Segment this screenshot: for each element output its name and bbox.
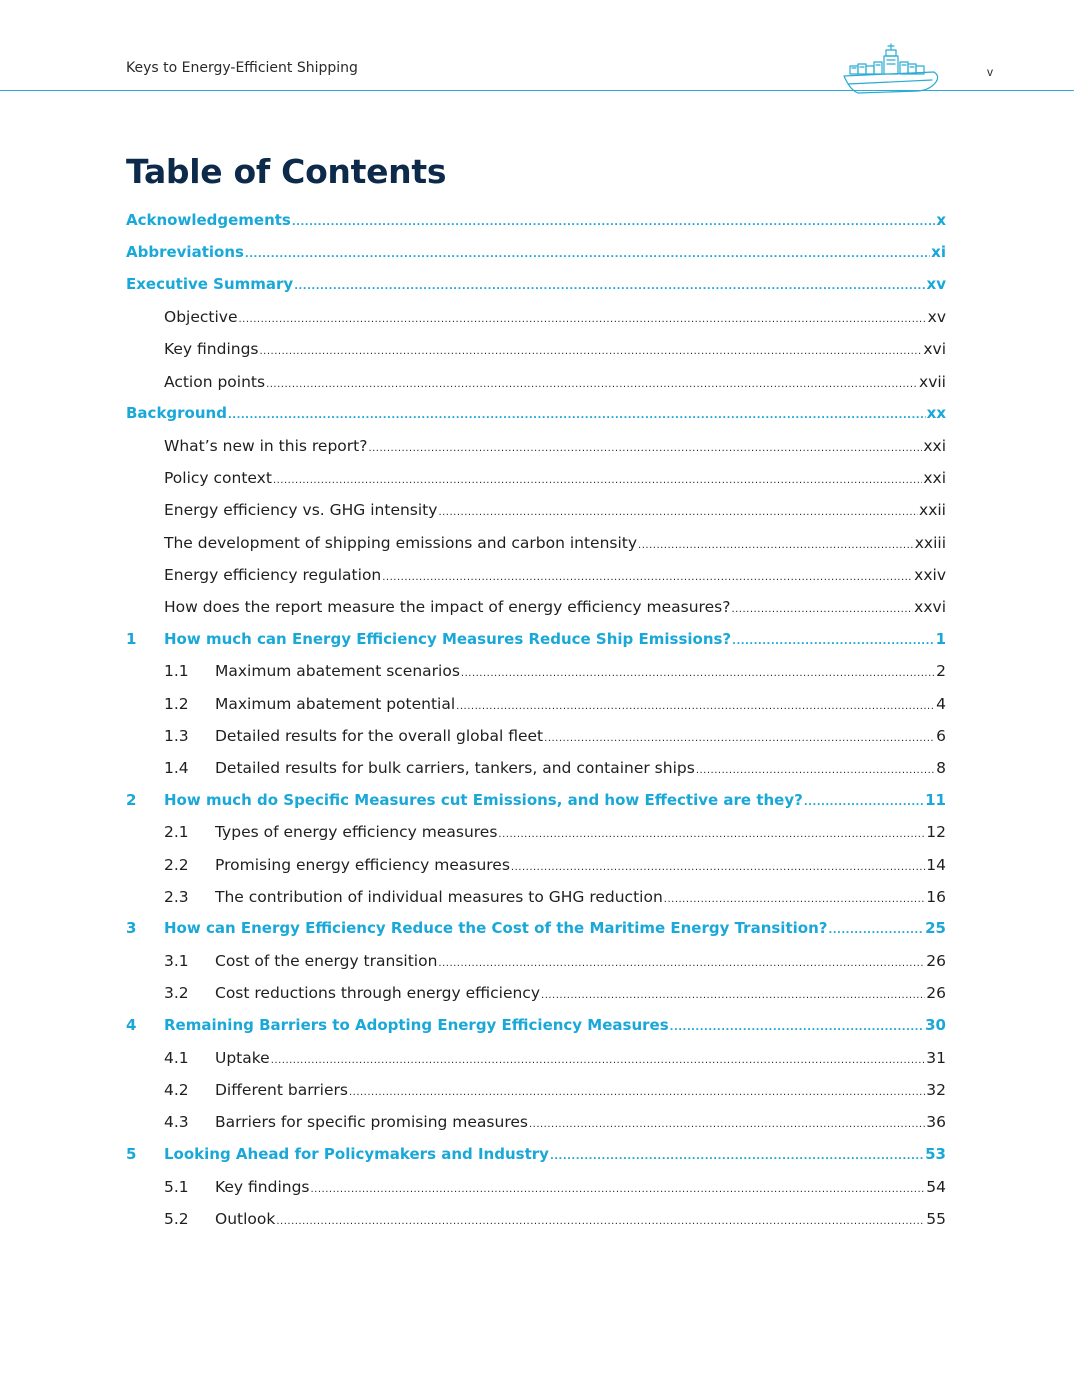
toc-entry-label: Executive Summary <box>126 275 294 294</box>
running-header-title: Keys to Energy-Efficient Shipping <box>126 60 358 76</box>
toc-dot-leader <box>349 1079 925 1095</box>
toc-entry-label: Maximum abatement scenarios <box>215 662 460 681</box>
toc-dot-leader <box>368 435 922 451</box>
toc-entry-label: Acknowledgements <box>126 211 291 229</box>
toc-entry-label: The development of shipping emissions and carbon intensity <box>164 533 638 552</box>
toc-section-entry[interactable] <box>126 951 946 983</box>
toc-chapter-entry[interactable] <box>126 1144 946 1176</box>
toc-page-number: xv <box>927 308 946 327</box>
toc-chapter-entry[interactable] <box>126 242 946 274</box>
toc-dot-leader <box>266 371 918 387</box>
toc-page-number: 26 <box>926 984 946 1003</box>
toc-dot-leader <box>804 790 924 805</box>
toc-dot-leader <box>511 854 925 870</box>
toc-dot-leader <box>228 403 926 418</box>
toc-section-entry[interactable] <box>126 532 946 564</box>
toc-dot-leader <box>271 1047 926 1063</box>
toc-entry-label: Uptake <box>215 1048 270 1067</box>
toc-dot-leader <box>276 1208 925 1224</box>
toc-section-entry[interactable] <box>126 1112 946 1144</box>
toc-page-number: 11 <box>925 790 946 809</box>
toc-entry-label: The contribution of individual measures to GHG reduction <box>215 887 663 906</box>
toc-entry-number: 1.4 <box>164 758 189 777</box>
toc-entry-number: 1.2 <box>164 694 189 713</box>
toc-entry-label: Objective <box>164 308 238 327</box>
toc-section-entry[interactable] <box>126 564 946 596</box>
toc-chapter-entry[interactable] <box>126 790 946 822</box>
toc-dot-leader <box>292 210 935 225</box>
toc-entry-label: Background <box>126 404 227 423</box>
toc-entry-label: What’s new in this report? <box>164 436 368 455</box>
toc-page-number: x <box>936 211 946 229</box>
toc-page-number: xxii <box>919 501 946 520</box>
toc-section-entry[interactable] <box>126 854 946 886</box>
toc-dot-leader <box>550 1144 924 1159</box>
toc-page-number: xv <box>926 275 946 294</box>
toc-dot-leader <box>260 339 923 355</box>
toc-chapter-entry[interactable] <box>126 918 946 950</box>
toc-entry-label: Different barriers <box>215 1080 348 1099</box>
toc-page-number: 55 <box>926 1209 946 1228</box>
toc-section-entry[interactable] <box>126 468 946 500</box>
toc-section-entry[interactable] <box>126 1047 946 1079</box>
toc-entry-label: Key findings <box>164 340 259 359</box>
toc-dot-leader <box>828 918 924 933</box>
toc-chapter-entry[interactable] <box>126 403 946 435</box>
toc-entry-number: 3 <box>126 919 137 938</box>
toc-section-entry[interactable] <box>126 983 946 1015</box>
toc-section-entry[interactable] <box>126 435 946 467</box>
toc-entry-label: Promising energy efficiency measures <box>215 855 510 874</box>
toc-entry-label: How can Energy Efficiency Reduce the Cost of the Maritime Energy Transition? <box>164 919 828 938</box>
toc-entry-number: 1 <box>126 629 137 648</box>
toc-entry-label: Cost reductions through energy efficiency <box>215 984 541 1003</box>
toc-section-entry[interactable] <box>126 596 946 628</box>
toc-dot-leader <box>541 983 925 999</box>
toc-page-number: xxi <box>923 436 946 455</box>
toc-page-number: 1 <box>935 629 946 648</box>
toc-section-entry[interactable] <box>126 339 946 371</box>
toc-page-number: xvii <box>919 372 946 391</box>
toc-section-entry[interactable] <box>126 1176 946 1208</box>
toc-dot-leader <box>382 564 913 580</box>
toc-dot-leader <box>461 661 935 677</box>
toc-dot-leader <box>239 307 927 323</box>
toc-page-number: 16 <box>926 887 946 906</box>
toc-page-number: 6 <box>936 726 946 745</box>
toc-chapter-entry[interactable] <box>126 274 946 306</box>
toc-page-number: 26 <box>926 952 946 971</box>
toc-dot-leader <box>438 951 925 967</box>
toc-page-number: 14 <box>926 855 946 874</box>
toc-entry-label: How does the report measure the impact of energy efficiency measures? <box>164 597 731 616</box>
page-title: Table of Contents <box>126 152 447 191</box>
toc-entry-label: Maximum abatement potential <box>215 694 456 713</box>
toc-entry-label: How much can Energy Efficiency Measures Reduce Ship Emissions? <box>164 629 732 648</box>
toc-entry-number: 1.1 <box>164 662 189 681</box>
toc-section-entry[interactable] <box>126 886 946 918</box>
toc-entry-number: 4.3 <box>164 1113 189 1132</box>
toc-page-number: 12 <box>926 823 946 842</box>
toc-entry-number: 1.3 <box>164 726 189 745</box>
toc-dot-leader <box>670 1015 924 1030</box>
toc-entry-label: Abbreviations <box>126 243 244 262</box>
toc-entry-number: 2.2 <box>164 855 189 874</box>
toc-page-number: 32 <box>926 1080 946 1099</box>
toc-section-entry[interactable] <box>126 371 946 403</box>
toc-entry-label: Energy efficiency vs. GHG intensity <box>164 501 438 520</box>
toc-page-number: 25 <box>925 919 946 938</box>
toc-entry-label: Key findings <box>215 1177 310 1196</box>
toc-page-number: xx <box>926 404 946 423</box>
toc-dot-leader <box>273 468 922 484</box>
toc-entry-label: How much do Specific Measures cut Emissions, and how Effective are they? <box>164 790 803 809</box>
toc-dot-leader <box>529 1112 925 1128</box>
toc-page-number: 30 <box>925 1016 946 1034</box>
toc-entry-label: Detailed results for bulk carriers, tankers, and container ships <box>215 758 695 777</box>
toc-section-entry[interactable] <box>126 822 946 854</box>
toc-dot-leader <box>544 725 935 741</box>
toc-entry-label: Barriers for specific promising measures <box>215 1113 528 1132</box>
toc-entry-label: Energy efficiency regulation <box>164 565 382 584</box>
toc-page-number: xxvi <box>914 597 946 616</box>
toc-dot-leader <box>498 822 925 838</box>
toc-entry-label: Remaining Barriers to Adopting Energy Efficiency Measures <box>164 1016 669 1034</box>
toc-page-number: 4 <box>936 694 946 713</box>
toc-dot-leader <box>438 500 918 516</box>
toc-entry-number: 5.2 <box>164 1209 189 1228</box>
toc-dot-leader <box>294 274 925 289</box>
toc-entry-number: 3.2 <box>164 984 189 1003</box>
toc-section-entry[interactable] <box>126 757 946 789</box>
toc-chapter-entry[interactable] <box>126 210 946 242</box>
toc-entry-label: Outlook <box>215 1209 276 1228</box>
toc-entry-number: 2 <box>126 790 137 809</box>
toc-dot-leader <box>732 629 934 644</box>
toc-entry-number: 4 <box>126 1016 137 1034</box>
toc-dot-leader <box>456 693 935 709</box>
toc-page-number: xxi <box>923 469 946 488</box>
ship-icon <box>838 40 944 96</box>
toc-dot-leader <box>696 757 935 773</box>
toc-section-entry[interactable] <box>126 1208 946 1240</box>
toc-entry-number: 2.1 <box>164 823 189 842</box>
toc-dot-leader <box>245 242 930 257</box>
toc-dot-leader <box>731 596 913 612</box>
toc-entry-number: 4.2 <box>164 1080 189 1099</box>
toc-entry-label: Action points <box>164 372 266 391</box>
toc-entry-label: Looking Ahead for Policymakers and Industry <box>164 1144 549 1163</box>
toc-section-entry[interactable] <box>126 693 946 725</box>
toc-entry-number: 2.3 <box>164 887 189 906</box>
toc-entry-number: 5 <box>126 1144 137 1163</box>
toc-entry-label: Detailed results for the overall global fleet <box>215 726 544 745</box>
toc-page-number: 53 <box>925 1144 946 1163</box>
toc-section-entry[interactable] <box>126 307 946 339</box>
toc-section-entry[interactable] <box>126 500 946 532</box>
toc-entry-label: Types of energy efficiency measures <box>215 823 498 842</box>
toc-chapter-entry[interactable] <box>126 1015 946 1047</box>
toc-dot-leader <box>638 532 914 548</box>
toc-chapter-entry[interactable] <box>126 629 946 661</box>
toc-page-number: xvi <box>923 340 946 359</box>
page-number: v <box>987 65 993 79</box>
toc-page-number: xxiii <box>914 533 946 552</box>
toc-entry-label: Cost of the energy transition <box>215 952 438 971</box>
toc-entry-label: Policy context <box>164 469 272 488</box>
toc-entry-number: 4.1 <box>164 1048 189 1067</box>
toc-page-number: 2 <box>936 662 946 681</box>
toc-entry-number: 5.1 <box>164 1177 189 1196</box>
toc-page-number: 8 <box>936 758 946 777</box>
toc-section-entry[interactable] <box>126 725 946 757</box>
toc-section-entry[interactable] <box>126 1079 946 1111</box>
toc-dot-leader <box>664 886 925 902</box>
toc-section-entry[interactable] <box>126 661 946 693</box>
toc-page-number: xxiv <box>914 565 946 584</box>
header-divider <box>0 90 1074 91</box>
toc-page-number: 36 <box>926 1113 946 1132</box>
toc-page-number: 31 <box>926 1048 946 1067</box>
toc-page-number: xi <box>931 243 946 262</box>
toc-page-number: 54 <box>926 1177 946 1196</box>
toc-dot-leader <box>311 1176 926 1192</box>
toc-entry-number: 3.1 <box>164 952 189 971</box>
